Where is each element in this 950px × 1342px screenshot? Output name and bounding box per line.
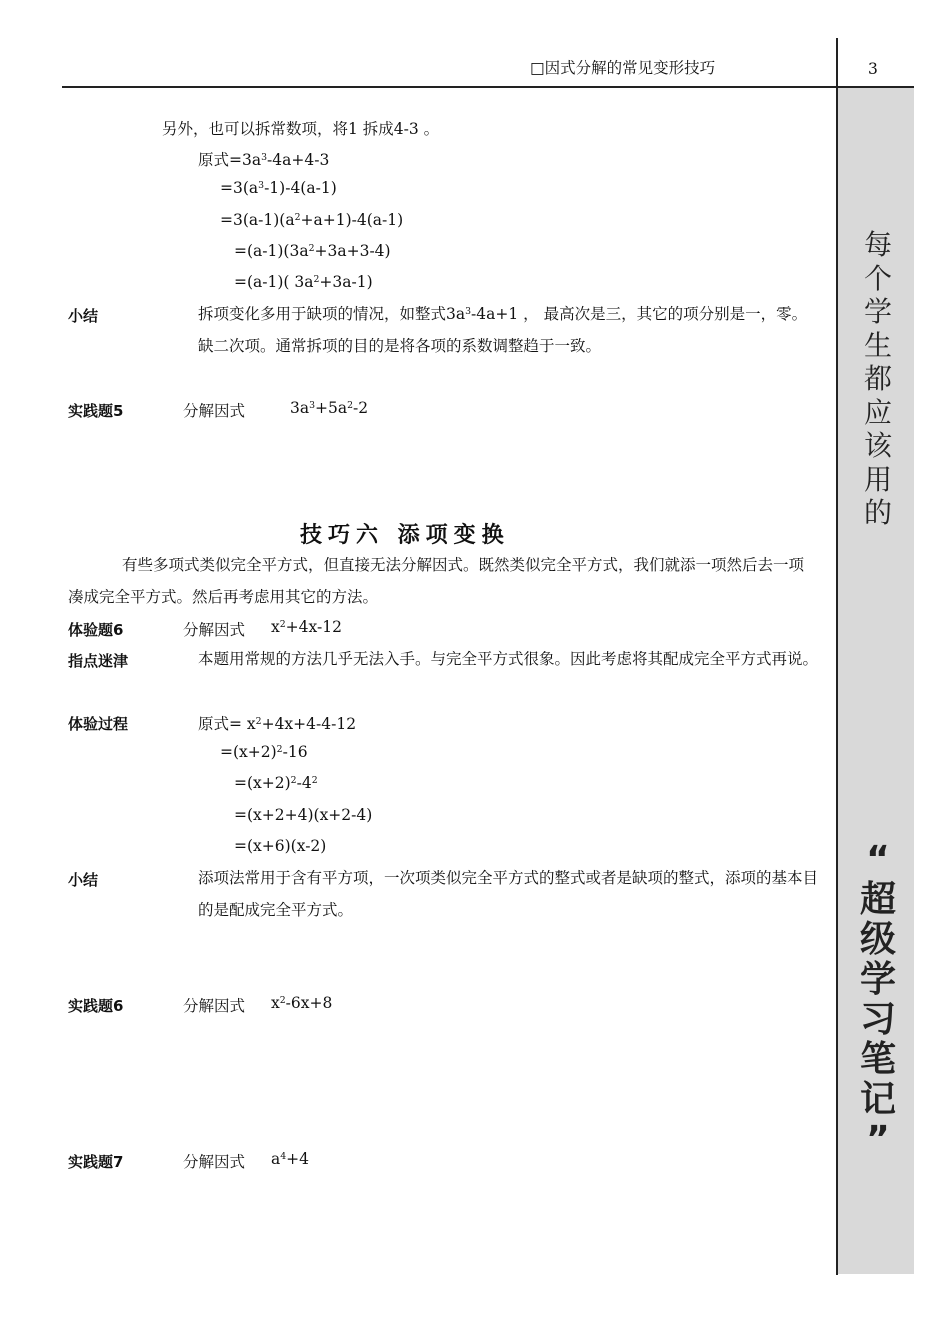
sidebar-char: 习: [859, 999, 896, 1040]
summary-text: 添项法常用于含有平方项，一次项类似完全平方式的整式或者是缺项的整式，添项的基本目的是配成完全平方式。: [198, 869, 819, 919]
process-label: 体验过程: [68, 715, 129, 733]
header-title: □因式分解的常见变形技巧: [530, 59, 716, 77]
summary-label: 小结: [68, 871, 99, 889]
math-step: $=3(a^3-1)-4(a-1)$: [220, 179, 337, 197]
sidebar-char: 级: [859, 919, 896, 960]
sidebar-char: 用: [863, 462, 892, 496]
practice-instruction: 分解因式: [183, 402, 246, 420]
sidebar-char: 个: [863, 261, 892, 295]
sidebar-char: 生: [863, 328, 892, 362]
intro-line: 另外，也可以拆常数项，将1 拆成4-3 。: [162, 120, 440, 138]
sidebar-char: 笔: [859, 1039, 896, 1080]
header-rule: [62, 86, 914, 88]
experience-expression: $x^2+4x-12$: [271, 618, 342, 636]
math-step: $=(x+2)^2-4^2$: [234, 774, 318, 792]
math-step: 原式$=3a^3-4a+4-3$: [198, 151, 330, 169]
sidebar-char: 学: [859, 959, 896, 1000]
practice-expression: $3a^3+5a^2-2$: [290, 399, 369, 417]
sidebar-char: 记: [859, 1079, 896, 1120]
experience-label: 体验题6: [68, 621, 124, 639]
hint-label: 指点迷津: [68, 652, 129, 670]
practice-instruction: 分解因式: [183, 1153, 246, 1171]
sidebar-char: 都: [863, 362, 892, 395]
sidebar-char: ”: [866, 1119, 890, 1160]
math-step: $=(x+2)^2-16$: [220, 743, 308, 761]
practice-expression: $a^4+4$: [271, 1150, 310, 1168]
math-step: 原式= $x^2+4x+4-4-12$: [198, 715, 357, 733]
hint-text: 本题用常规的方法几乎无法入手。与完全平方式很象。因此考虑将其配成完全平方式再说。: [198, 650, 819, 668]
sidebar-char: 每: [863, 228, 892, 261]
sidebar-lower-text: [840, 840, 916, 1160]
practice-label: 实践题7: [68, 1153, 124, 1171]
practice-expression: $x^2-6x+8$: [271, 994, 333, 1012]
section-title: 技巧六 添项变换: [300, 523, 510, 548]
practice-label: 实践题5: [68, 402, 124, 420]
math-step: $=(a-1)(3a^2+3a+3-4)$: [234, 242, 391, 260]
page-number: 3: [868, 60, 878, 78]
practice-label: 实践题6: [68, 997, 124, 1015]
sidebar-char: 超: [859, 879, 896, 920]
sidebar-char: 的: [863, 496, 892, 529]
sidebar-upper-text: [840, 228, 916, 530]
math-step: =(x+2+4)(x+2-4): [234, 806, 373, 824]
experience-instruction: 分解因式: [183, 621, 246, 639]
math-step: =(a-1)( $3a^2+3a-1$): [234, 273, 373, 291]
practice-instruction: 分解因式: [183, 997, 246, 1015]
sidebar-char: 该: [863, 429, 892, 462]
summary-text: 拆项变化多用于缺项的情况，如整式$3a^3-4a+1$ ， 最高次是三，其它的项分别是一，零。缺二次项。通常拆项的目的是将各项的系数调整趋于一致。: [198, 305, 808, 355]
sidebar-char: “: [866, 839, 890, 880]
summary-label: 小结: [68, 307, 99, 325]
sidebar-char: 学: [863, 295, 892, 328]
math-step: $=3(a-1)(a^2+a+1)-4(a-1)$: [220, 211, 404, 229]
sidebar-char: 应: [863, 395, 892, 429]
section-intro: 有些多项式类似完全平方式，但直接无法分解因式。既然类似完全平方式，我们就添一项然后去一项凑成完全平方式。然后再考虑用其它的方法。: [68, 556, 805, 606]
math-step: =(x+6)(x-2): [234, 837, 327, 855]
